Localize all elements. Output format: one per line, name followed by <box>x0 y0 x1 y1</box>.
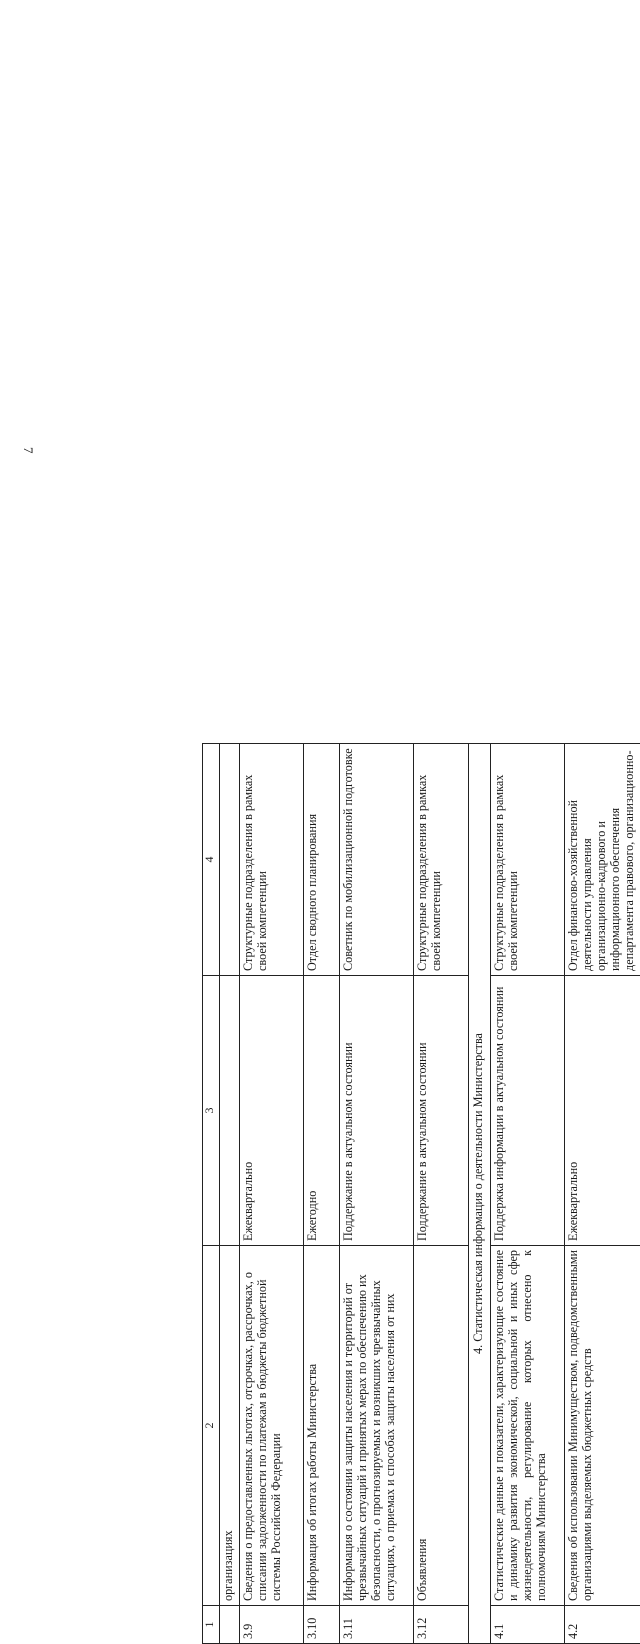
table-row <box>414 744 469 1644</box>
row-responsible: Структурные подразделения в рамках своей компетенции <box>240 744 304 976</box>
row-number: 4.1 <box>491 1606 565 1644</box>
table-row <box>491 744 565 1644</box>
table-row <box>340 744 414 1644</box>
table-row <box>220 744 240 1644</box>
row-period: Ежегодно <box>304 976 340 1246</box>
row-title: организациях <box>220 1246 240 1606</box>
section-heading-row <box>469 744 491 1644</box>
row-period: Ежеквартально <box>565 976 640 1246</box>
row-title: Сведения об использовании Минимуществом, подведомственными организациями выделяемых бюджетных средств <box>565 1246 640 1606</box>
row-number: 3.12 <box>414 1606 469 1644</box>
row-period: Поддержание в актуальном состоянии <box>414 976 469 1246</box>
page-number: 7 <box>20 447 36 454</box>
section-4-heading: 4. Статистическая информация о деятельности Министерства <box>469 744 491 1644</box>
row-period: Поддержание в актуальном состоянии <box>340 976 414 1246</box>
row-number: 3.11 <box>340 1606 414 1644</box>
table-header-row <box>203 744 220 1644</box>
row-title: Информация о состоянии защиты населения и территорий от чрезвычайных ситуаций и принятых мерах по обеспечению их безопасности, о прогнозируемых и возникших чрезвычайных ситуациях, о приемах и способах защиты населения от них <box>340 1246 414 1606</box>
row-title: Объявления <box>414 1246 469 1606</box>
row-title: Сведения о предоставленных льготах, отсрочках, рассрочках, о списании задолженности по платежам в бюджеты бюджетной системы Российской Федерации <box>240 1246 304 1606</box>
row-responsible: Структурные подразделения в рамках своей компетенции <box>491 744 565 976</box>
row-number: 4.2 <box>565 1606 640 1644</box>
table-row <box>565 744 640 1644</box>
row-title: Информация об итогах работы Министерства <box>304 1246 340 1606</box>
column-header-1: 1 <box>203 1606 220 1644</box>
row-number <box>220 1606 240 1644</box>
column-header-2: 2 <box>203 1246 220 1606</box>
row-title: Статистические данные и показатели, характеризующие состояние и динамику развития экономической, социальной и иных сфер жизнедеятельности, регулирование которых отнесено к полномочиям Министерства <box>491 1246 565 1606</box>
row-responsible: Отдел сводного планирования <box>304 744 340 976</box>
table-row <box>240 744 304 1644</box>
row-period: Ежеквартально <box>240 976 304 1246</box>
row-responsible: Структурные подразделения в рамках своей компетенции <box>414 744 469 976</box>
row-number: 3.10 <box>304 1606 340 1644</box>
schedule-table <box>202 743 640 1644</box>
document-table-landscape <box>202 744 640 1644</box>
column-header-3: 3 <box>203 976 220 1246</box>
table-row <box>304 744 340 1644</box>
row-period: Поддержка информации в актуальном состоянии <box>491 976 565 1246</box>
row-number: 3.9 <box>240 1606 304 1644</box>
row-responsible: Отдел финансово-хозяйственной деятельности управления организационно-кадрового и информационного обеспечения департамента правового, организационно- <box>565 744 640 976</box>
row-responsible <box>220 744 240 976</box>
row-period <box>220 976 240 1246</box>
column-header-4: 4 <box>203 744 220 976</box>
row-responsible: Советник по мобилизационной подготовке <box>340 744 414 976</box>
